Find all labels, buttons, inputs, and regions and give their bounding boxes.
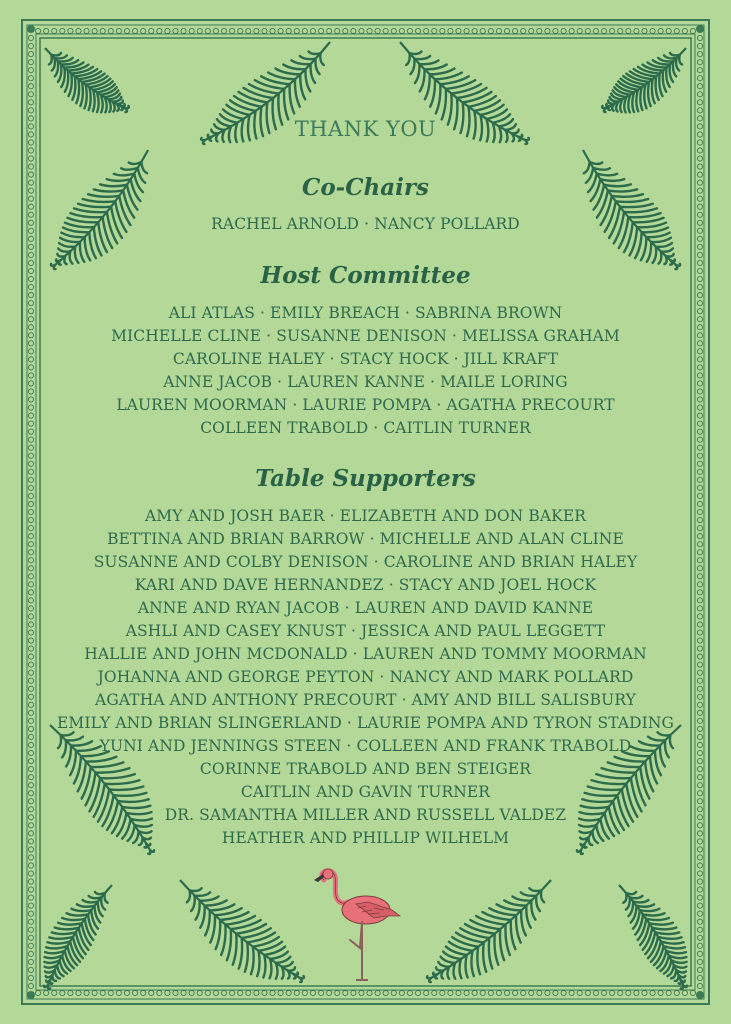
host-committee-heading: Host Committee xyxy=(260,262,471,289)
list-item: YUNI AND JENNINGS STEEN · COLLEEN AND FRANK TRABOLD xyxy=(99,737,632,755)
list-item: ALI ATLAS · EMILY BREACH · SABRINA BROWN xyxy=(168,304,563,322)
list-item: ANNE AND RYAN JACOB · LAUREN AND DAVID KANNE xyxy=(137,599,594,617)
list-item: MICHELLE CLINE · SUSANNE DENISON · MELISSA GRAHAM xyxy=(111,327,620,345)
list-item: ANNE JACOB · LAUREN KANNE · MAILE LORING xyxy=(163,373,568,391)
list-item: LAUREN MOORMAN · LAURIE POMPA · AGATHA PRECOURT xyxy=(116,396,615,414)
list-item: ASHLI AND CASEY KNUST · JESSICA AND PAUL LEGGETT xyxy=(125,622,606,640)
list-item: AGATHA AND ANTHONY PRECOURT · AMY AND BILL SALISBURY xyxy=(95,691,636,709)
list-item: HALLIE AND JOHN MCDONALD · LAUREN AND TOMMY MOORMAN xyxy=(84,645,647,663)
list-item: AMY AND JOSH BAER · ELIZABETH AND DON BAKER xyxy=(144,507,587,525)
list-item: EMILY AND BRIAN SLINGERLAND · LAURIE POMPA AND TYRON STADING xyxy=(56,714,675,732)
list-item: KARI AND DAVE HERNANDEZ · STACY AND JOEL HOCK xyxy=(134,576,597,594)
list-item: CAROLINE HALEY · STACY HOCK · JILL KRAFT xyxy=(172,350,559,368)
list-item: SUSANNE AND COLBY DENISON · CAROLINE AND BRIAN HALEY xyxy=(93,553,638,571)
list-item: HEATHER AND PHILLIP WILHELM xyxy=(221,829,510,847)
list-item: JOHANNA AND GEORGE PEYTON · NANCY AND MARK POLLARD xyxy=(97,668,634,686)
list-item: CORINNE TRABOLD AND BEN STEIGER xyxy=(199,760,532,778)
list-item: DR. SAMANTHA MILLER AND RUSSELL VALDEZ xyxy=(164,806,567,824)
flamingo-icon xyxy=(310,866,405,984)
list-item: RACHEL ARNOLD · NANCY POLLARD xyxy=(211,215,520,233)
list-item: COLLEEN TRABOLD · CAITLIN TURNER xyxy=(200,419,531,437)
list-item: BETTINA AND BRIAN BARROW · MICHELLE AND ALAN CLINE xyxy=(107,530,624,548)
co-chairs-heading: Co-Chairs xyxy=(302,174,429,201)
page-title: THANK YOU xyxy=(294,117,437,141)
table-supporters-heading: Table Supporters xyxy=(255,465,476,492)
list-item: CAITLIN AND GAVIN TURNER xyxy=(240,783,491,801)
